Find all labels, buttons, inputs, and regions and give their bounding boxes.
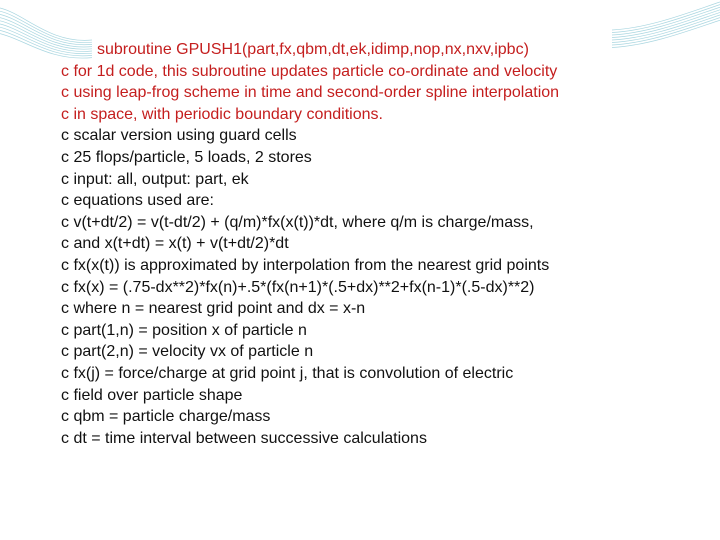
wave-lines-top-left: [0, 8, 92, 58]
comment-line: c fx(j) = force/charge at grid point j, that is convolution of electric: [61, 365, 514, 382]
comment-line: c part(2,n) = velocity vx of particle n: [61, 343, 314, 361]
wave-line: [0, 34, 92, 58]
comment-line: c for 1d code, this subroutine updates particle co-ordinate and velocity: [61, 62, 558, 80]
wave-line: [0, 30, 92, 55]
subroutine-signature-line: subroutine GPUSH1(part,fx,qbm,dt,ek,idimp,nop,nx,nxv,ipbc): [97, 41, 529, 58]
wave-lines-top-right: [612, 2, 720, 48]
comment-line: c and x(t+dt) = x(t) + v(t+dt/2)*dt: [61, 235, 289, 253]
comment-line: c where n = nearest grid point and dx = x-n: [61, 300, 366, 318]
comment-line: c equations used are:: [61, 192, 214, 210]
comment-line: c dt = time interval between successive calculations: [61, 429, 427, 447]
comment-line: c v(t+dt/2) = v(t-dt/2) + (q/m)*fx(x(t))*dt, where q/m is charge/mass,: [61, 213, 534, 231]
comment-line: c in space, with periodic boundary conditions.: [61, 105, 383, 123]
comment-line: c field over particle shape: [61, 386, 243, 404]
comment-line: c scalar version using guard cells: [61, 127, 297, 145]
comment-line: c input: all, output: part, ek: [61, 170, 249, 188]
comment-line: c qbm = particle charge/mass: [61, 408, 271, 426]
comment-line: c fx(x(t)) is approximated by interpolation from the nearest grid points: [61, 257, 550, 274]
wave-line: [0, 24, 92, 51]
wave-line: [0, 11, 92, 42]
comment-line: c part(1,n) = position x of particle n: [61, 321, 307, 339]
comment-line: c 25 flops/particle, 5 loads, 2 stores: [61, 149, 312, 166]
comment-line: c using leap-frog scheme in time and second-order spline interpolation: [61, 84, 560, 102]
comment-line: c fx(x) = (.75-dx**2)*fx(n)+.5*(fx(n+1)*(.5+dx)**2+fx(n-1)*(.5-dx)**2): [61, 278, 535, 296]
